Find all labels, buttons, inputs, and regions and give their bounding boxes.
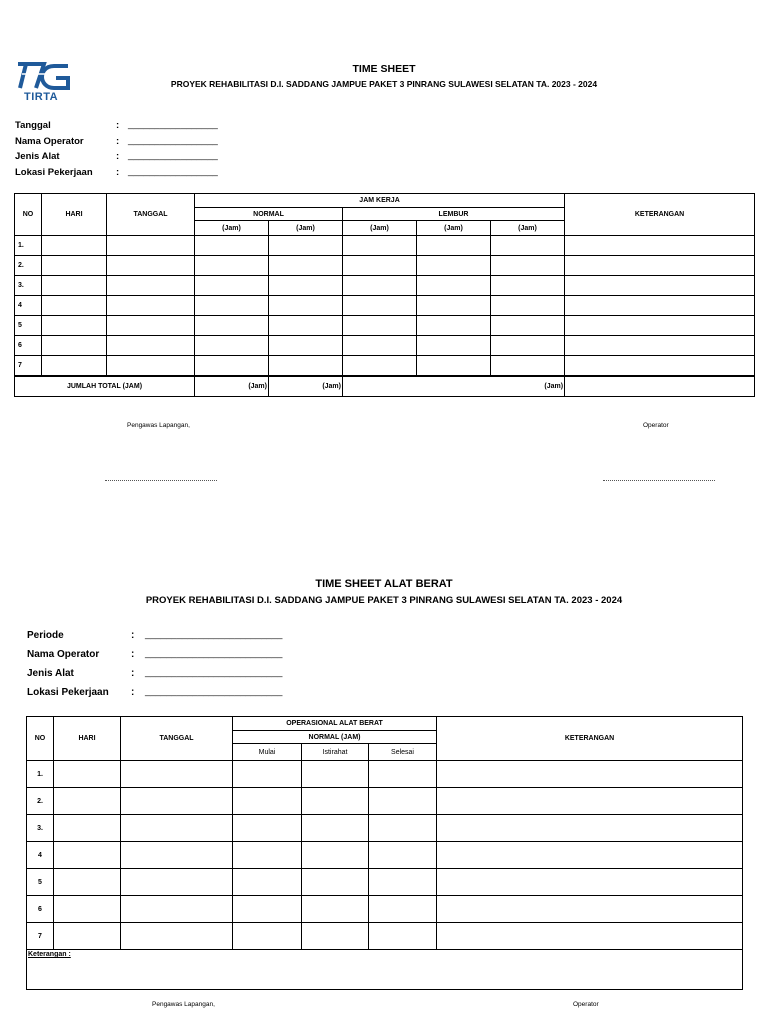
total-unit: (Jam): [343, 376, 565, 397]
cell[interactable]: [437, 761, 743, 788]
sheet2-title: TIME SHEET ALAT BERAT: [315, 578, 453, 590]
cell[interactable]: [491, 256, 565, 276]
cell[interactable]: [417, 236, 491, 256]
col-keterangan-header: KETERANGAN: [437, 717, 743, 761]
cell[interactable]: [121, 923, 233, 950]
cell[interactable]: [369, 788, 437, 815]
row-number: 7: [27, 923, 54, 950]
unit-header: (Jam): [491, 221, 565, 236]
cell[interactable]: [233, 815, 302, 842]
cell[interactable]: [417, 256, 491, 276]
sheet1-sig-right-line[interactable]: [603, 480, 715, 481]
col-normal-header: NORMAL: [195, 208, 343, 221]
col-operasional-header: OPERASIONAL ALAT BERAT: [233, 717, 437, 731]
col-no-header: NO: [27, 717, 54, 761]
total-label: JUMLAH TOTAL (JAM): [15, 376, 195, 397]
sheet2-subtitle: PROYEK REHABILITASI D.I. SADDANG JAMPUE PAKET 3 PINRANG SULAWESI SELATAN TA. 2023 - 2024: [145, 595, 623, 606]
cell[interactable]: [565, 336, 755, 356]
cell[interactable]: [121, 761, 233, 788]
total-unit: (Jam): [195, 376, 269, 397]
cell[interactable]: [107, 316, 195, 336]
sheet1-field-operator-label: Nama Operator: [15, 136, 84, 147]
row-number: 6: [27, 896, 54, 923]
table-row: [15, 276, 755, 296]
sheet1-field-jenis-alat-label: Jenis Alat: [15, 151, 60, 162]
cell[interactable]: [54, 923, 121, 950]
row-number: 6: [15, 336, 42, 356]
cell[interactable]: [121, 869, 233, 896]
cell[interactable]: [343, 336, 417, 356]
col-lembur-header: LEMBUR: [343, 208, 565, 221]
unit-header: (Jam): [343, 221, 417, 236]
cell[interactable]: [269, 316, 343, 336]
total-row: [15, 376, 755, 397]
cell[interactable]: [343, 256, 417, 276]
cell[interactable]: [417, 336, 491, 356]
cell[interactable]: [121, 842, 233, 869]
col-hari-header: HARI: [54, 717, 121, 761]
table-row: [15, 296, 755, 316]
cell[interactable]: [233, 761, 302, 788]
cell[interactable]: [565, 376, 755, 397]
cell[interactable]: [369, 923, 437, 950]
sheet2-field-jenis-alat-value[interactable]: __________________________: [145, 667, 283, 678]
sheet2-field-jenis-alat-label: Jenis Alat: [27, 668, 74, 679]
table-row: [27, 923, 743, 950]
sheet2-field-colon: :: [131, 687, 135, 698]
sheet2-sig-right-label: Operator: [573, 1001, 599, 1008]
cell[interactable]: [369, 842, 437, 869]
table-row: [15, 336, 755, 356]
cell[interactable]: [302, 896, 369, 923]
cell[interactable]: [565, 356, 755, 376]
cell[interactable]: [491, 336, 565, 356]
cell[interactable]: [437, 842, 743, 869]
sheet1-subtitle: PROYEK REHABILITASI D.I. SADDANG JAMPUE PAKET 3 PINRANG SULAWESI SELATAN TA. 2023 - 2024: [170, 79, 598, 89]
cell[interactable]: [195, 296, 269, 316]
cell[interactable]: [42, 356, 107, 376]
cell[interactable]: [42, 296, 107, 316]
table-row: [15, 316, 755, 336]
col-tanggal-header: TANGGAL: [121, 717, 233, 761]
col-istirahat-header: Istirahat: [302, 744, 369, 761]
cell[interactable]: [54, 761, 121, 788]
sheet1-field-lokasi-label: Lokasi Pekerjaan: [15, 167, 93, 178]
cell[interactable]: [437, 869, 743, 896]
note-label: Keterangan :: [28, 951, 71, 958]
sheet1-title: TIME SHEET: [352, 63, 416, 75]
cell[interactable]: [269, 336, 343, 356]
cell[interactable]: [565, 296, 755, 316]
row-number: 4: [27, 842, 54, 869]
cell[interactable]: [437, 788, 743, 815]
cell[interactable]: [417, 296, 491, 316]
cell[interactable]: [233, 923, 302, 950]
cell[interactable]: [369, 896, 437, 923]
cell[interactable]: [369, 869, 437, 896]
cell[interactable]: [107, 356, 195, 376]
cell[interactable]: [195, 356, 269, 376]
cell[interactable]: [302, 923, 369, 950]
cell[interactable]: [195, 336, 269, 356]
table-row: [15, 236, 755, 256]
cell[interactable]: [269, 276, 343, 296]
cell[interactable]: [369, 761, 437, 788]
cell[interactable]: [437, 815, 743, 842]
sheet2-field-lokasi-value[interactable]: __________________________: [145, 686, 283, 697]
col-keterangan-header: KETERANGAN: [565, 194, 755, 236]
cell[interactable]: [343, 356, 417, 376]
cell[interactable]: [195, 316, 269, 336]
cell[interactable]: [233, 869, 302, 896]
table-row: [27, 788, 743, 815]
cell[interactable]: [565, 316, 755, 336]
sheet2-field-lokasi-label: Lokasi Pekerjaan: [27, 687, 109, 698]
sheet2-field-colon: :: [131, 630, 135, 641]
cell[interactable]: [195, 276, 269, 296]
table-row: [27, 869, 743, 896]
cell[interactable]: [417, 316, 491, 336]
cell[interactable]: [107, 276, 195, 296]
cell[interactable]: [107, 296, 195, 316]
table-row: [27, 896, 743, 923]
sheet1-field-colon: :: [116, 120, 120, 131]
sheet2-sig-left-label: Pengawas Lapangan,: [152, 1001, 215, 1008]
sheet1-field-lokasi-value[interactable]: _________________: [128, 166, 218, 177]
cell[interactable]: [302, 788, 369, 815]
sheet1-table: [14, 193, 755, 397]
cell[interactable]: [121, 788, 233, 815]
cell[interactable]: [343, 236, 417, 256]
cell[interactable]: [107, 236, 195, 256]
sheet2-table: [26, 716, 743, 990]
cell[interactable]: [437, 896, 743, 923]
cell[interactable]: [417, 276, 491, 296]
cell[interactable]: [269, 236, 343, 256]
unit-header: (Jam): [195, 221, 269, 236]
cell[interactable]: [42, 316, 107, 336]
cell[interactable]: [302, 761, 369, 788]
cell[interactable]: [233, 842, 302, 869]
col-no-header: NO: [15, 194, 42, 236]
table-row: [15, 256, 755, 276]
row-number: 1.: [15, 236, 42, 256]
col-normal-header: NORMAL (JAM): [233, 731, 437, 744]
sheet1-field-tanggal-value[interactable]: _________________: [128, 119, 218, 130]
sheet1-field-colon: :: [116, 136, 120, 147]
sheet1-field-operator-value[interactable]: _________________: [128, 135, 218, 146]
unit-header: (Jam): [269, 221, 343, 236]
cell[interactable]: [121, 896, 233, 923]
cell[interactable]: [343, 316, 417, 336]
table-row: [27, 815, 743, 842]
cell[interactable]: [343, 276, 417, 296]
cell[interactable]: [302, 842, 369, 869]
cell[interactable]: [269, 256, 343, 276]
row-number: 2.: [27, 788, 54, 815]
sheet1-field-colon: :: [116, 167, 120, 178]
cell[interactable]: [54, 788, 121, 815]
sheet2-field-colon: :: [131, 649, 135, 660]
cell[interactable]: [54, 869, 121, 896]
cell[interactable]: [417, 356, 491, 376]
table-row: [27, 761, 743, 788]
sheet2-field-periode-label: Periode: [27, 630, 64, 641]
cell[interactable]: [54, 842, 121, 869]
row-number: 3.: [27, 815, 54, 842]
unit-header: (Jam): [417, 221, 491, 236]
cell[interactable]: [343, 296, 417, 316]
cell[interactable]: [107, 256, 195, 276]
cell[interactable]: [233, 896, 302, 923]
col-mulai-header: Mulai: [233, 744, 302, 761]
cell[interactable]: [491, 276, 565, 296]
sheet2-field-colon: :: [131, 668, 135, 679]
row-number: 5: [15, 316, 42, 336]
row-number: 4: [15, 296, 42, 316]
sheet1-sig-left-label: Pengawas Lapangan,: [127, 422, 190, 429]
col-jam-kerja-header: JAM KERJA: [195, 194, 565, 208]
cell[interactable]: [107, 336, 195, 356]
cell[interactable]: [302, 815, 369, 842]
cell[interactable]: [121, 815, 233, 842]
col-hari-header: HARI: [42, 194, 107, 236]
total-unit: (Jam): [269, 376, 343, 397]
sheet1-field-tanggal-label: Tanggal: [15, 120, 51, 131]
sheet2-field-operator-label: Nama Operator: [27, 649, 100, 660]
cell[interactable]: [491, 316, 565, 336]
cell[interactable]: [233, 788, 302, 815]
cell[interactable]: [195, 236, 269, 256]
row-number: 5: [27, 869, 54, 896]
cell[interactable]: [269, 296, 343, 316]
cell[interactable]: [565, 236, 755, 256]
cell[interactable]: [491, 296, 565, 316]
sheet1-sig-right-label: Operator: [643, 422, 669, 429]
table-row: [15, 356, 755, 376]
row-number: 3.: [15, 276, 42, 296]
row-number: 2.: [15, 256, 42, 276]
tirta-logo-text: TIRTA: [24, 91, 59, 103]
cell[interactable]: [491, 356, 565, 376]
cell[interactable]: [565, 276, 755, 296]
sheet1-field-jenis-alat-value[interactable]: _________________: [128, 150, 218, 161]
cell[interactable]: [54, 896, 121, 923]
cell[interactable]: [302, 869, 369, 896]
row-number: 1.: [27, 761, 54, 788]
cell[interactable]: [195, 256, 269, 276]
row-number: 7: [15, 356, 42, 376]
cell[interactable]: [42, 236, 107, 256]
cell[interactable]: [42, 336, 107, 356]
table-row: [27, 842, 743, 869]
cell[interactable]: [437, 923, 743, 950]
cell[interactable]: [491, 236, 565, 256]
cell[interactable]: [369, 815, 437, 842]
sheet1-sig-left-line[interactable]: [105, 480, 217, 481]
cell[interactable]: [269, 356, 343, 376]
sheet1-field-colon: :: [116, 151, 120, 162]
col-tanggal-header: TANGGAL: [107, 194, 195, 236]
sheet2-field-periode-value[interactable]: __________________________: [145, 629, 283, 640]
col-selesai-header: Selesai: [369, 744, 437, 761]
note-cell[interactable]: [27, 950, 743, 990]
cell[interactable]: [42, 256, 107, 276]
cell[interactable]: [54, 815, 121, 842]
cell[interactable]: [565, 256, 755, 276]
cell[interactable]: [42, 276, 107, 296]
note-row: [27, 950, 743, 990]
sheet2-field-operator-value[interactable]: __________________________: [145, 648, 283, 659]
